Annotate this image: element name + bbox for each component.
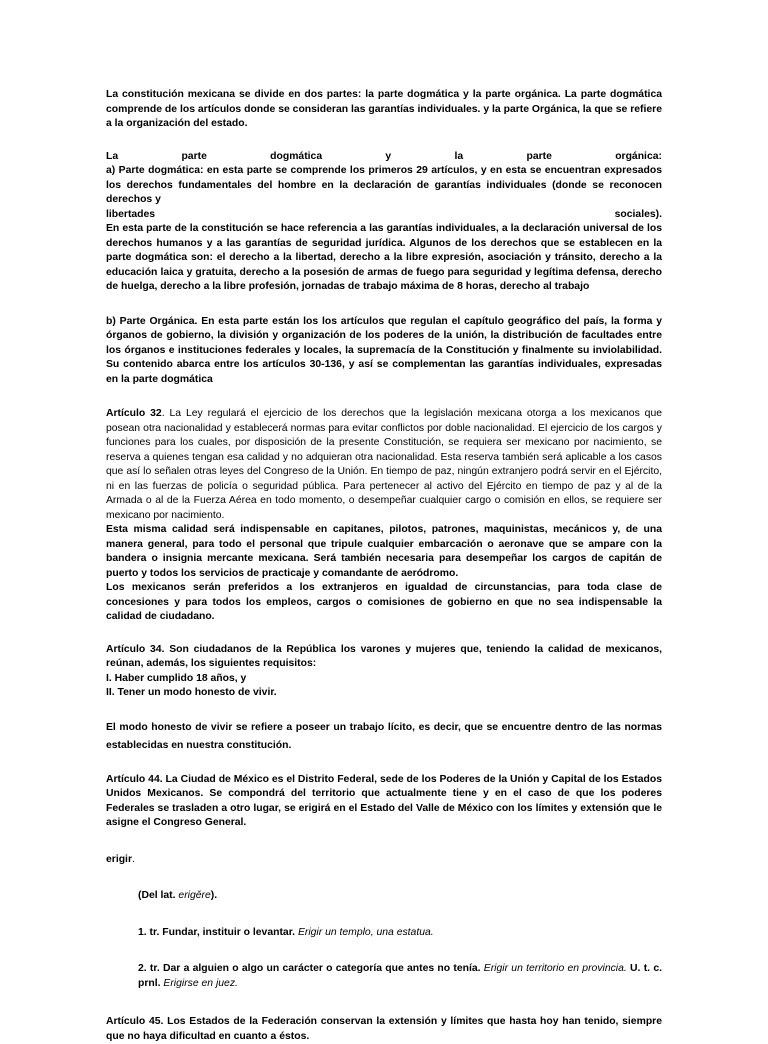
- article-45-paragraph: [106, 1015, 662, 1044]
- article-32-paragraph-3: Los mexicanos serán preferidos a los extranjeros en igualdad de circunstancias, para toda clase de concesiones y para todos los empleos, cargos o comisiones de gobierno en que no sea indispensable la calidad de ciudadano.: [106, 582, 662, 622]
- definition-1-text: 1. tr. Fundar, instituir o levantar.: [138, 926, 298, 938]
- article-32-paragraph-2: Esta misma calidad será indispensable en capitanes, pilotos, patrones, maquinistas, mecánicos y, de una manera general, para todo el personal que tripule cualquier embarcación o aeronave que se ampare con la bandera o insignia mercante mexicana. Será también necesaria para desempeñar los cargos de capitán de puerto y todos los servicios de practicaje y comandante de aeródromo.: [106, 524, 662, 579]
- article-34-requirement-2: II. Tener un modo honesto de vivir.: [106, 687, 277, 698]
- sociales-word: sociales).: [614, 208, 662, 220]
- modo-honesto-paragraph: El modo honesto de vivir se refiere a poseer un trabajo lícito, es decir, que se encuentre dentro de las normas establecidas en nuestra constitución.: [106, 721, 662, 751]
- article-45-text: . Los Estados de la Federación conservan la extensión y límites que hasta hoy han tenido, siempre que no haya dificultad en cuanto a éstos.: [106, 1016, 662, 1042]
- article-32-label: Artículo 32: [106, 408, 162, 419]
- definition-2-example-2: Erigirse en juez.: [163, 977, 238, 989]
- etymology-open: (Del lat.: [138, 890, 179, 901]
- heading-word: parte: [181, 150, 207, 162]
- erigir-definition-1: [106, 926, 662, 941]
- definition-2-tail: U. t. c. prnl.: [138, 963, 662, 989]
- article-34-text: . Son ciudadanos de la República los varones y mujeres que, teniendo la calidad de mexicanos, reúnan, además, los siguientes requisitos:: [106, 643, 663, 669]
- definition-2-text: 2. tr. Dar a alguien o algo un carácter o categoría que antes no tenía.: [138, 963, 484, 974]
- heading-word: orgánica:: [615, 150, 662, 162]
- article-32-text: . La Ley regulará el ejercicio de los derechos que la legislación mexicana otorga a los mexicanos que posean otra nacionalidad y establecerá normas para evitar conflictos por doble nacionalidad. El ejercicio de los cargos y funciones para los cuales, por disposición de la presente Constitución, se requiera ser mexicano por nacimiento, se reserva a quienes tengan esa calidad y no adquieran otra nacionalidad. Esta reserva también será aplicable a los casos que así lo señalen otras leyes del Congreso de la Unión. En tiempo de paz, ningún extranjero podrá servir en el Ejército, ni en las fuerzas de policía o seguridad pública. Para pertenecer al activo del Ejército en tiempo de paz y al de la Armada o al de la Fuerza Aérea en todo momento, o desempeñar cualquier cargo o comisión en ellos, se requiere ser mexicano por nacimiento.: [106, 408, 662, 521]
- heading-word: dogmática: [270, 150, 323, 162]
- part-b-paragraph: b) Parte Orgánica. En esta parte están los los artículos que regulan el capítulo geográfico del país, la forma y órganos de gobierno, la división y organización de los poderes de la unión, la distribución de facultades entre los órganos e instituciones federales y locales, la supremacía de la Constitución y finalmente su inviolabilidad. Su contenido abarca entre los artículos 30-136, y así se complementan las garantías individuales, expresadas en la parte dogmática: [106, 315, 662, 385]
- part-a-body: En esta parte de la constitución se hace referencia a las garantías individuales, a la declaración universal de los derechos humanos y a las garantías de seguridad jurídica. Algunos de los derechos que se establecen en la parte dogmática son: el derecho a la libertad, derecho a la libre expresión, asociación y tránsito, derecho a la educación laica y gratuita, derecho a la posesión de armas de fuego para seguridad y legítima defensa, derecho de huelga, derecho a la libre profesión, jornadas de trabajo máxima de 8 horas, derecho al trabajo: [106, 223, 662, 292]
- section-heading: [106, 150, 662, 165]
- erigir-word: erigir: [106, 853, 132, 865]
- heading-word: La: [106, 150, 119, 162]
- libertades-word: libertades: [106, 208, 156, 220]
- erigir-dot: .: [132, 853, 135, 865]
- etymology-word: erigĕre: [178, 890, 211, 901]
- heading-word: y: [385, 150, 392, 162]
- article-44-label: Artículo 44: [106, 773, 160, 785]
- article-44-text: . La Ciudad de México es el Distrito Federal, sede de los Poderes de la Unión y Capital de los Estados Unidos Mexicanos. Se compondrá del territorio que actualmente tiene y en el caso de que los poderes Federales se trasladen a otro lugar, se erigirá en el Estado del Valle de México con los límites y extensión que le asigne el Congreso General.: [106, 773, 663, 828]
- erigir-term: [106, 853, 662, 868]
- article-34-label: Artículo 34: [106, 643, 162, 655]
- intro-paragraph: La constitución mexicana se divide en dos partes: la parte dogmática y la parte orgánica. La parte dogmática comprende de los artículos donde se consideran las garantías individuales. y la parte Orgánica, la que se refiere a la organización del estado.: [106, 89, 662, 129]
- definition-1-example: Erigir un templo, una estatua.: [297, 926, 434, 938]
- part-a-libertades-row: [106, 208, 662, 223]
- heading-word: parte: [526, 150, 552, 162]
- definition-2-example: Erigir un territorio en provincia.: [483, 963, 627, 974]
- article-45-label: Artículo 45: [106, 1016, 161, 1027]
- etymology-close: ).: [210, 890, 218, 901]
- article-34-paragraph: [106, 643, 662, 672]
- erigir-definition-2: [106, 962, 662, 991]
- article-44-paragraph: [106, 773, 662, 831]
- part-a-intro: a) Parte dogmática: en esta parte se comprende los primeros 29 artículos, y en esta se encuentran expresados los derechos fundamentales del hombre en la declaración de garantías individuales (donde se reconocen derechos y: [106, 165, 662, 205]
- article-34-requirement-1: I. Haber cumplido 18 años, y: [106, 672, 247, 684]
- heading-word: la: [454, 150, 464, 162]
- erigir-etymology: [106, 889, 662, 904]
- article-32-paragraph: [106, 407, 662, 523]
